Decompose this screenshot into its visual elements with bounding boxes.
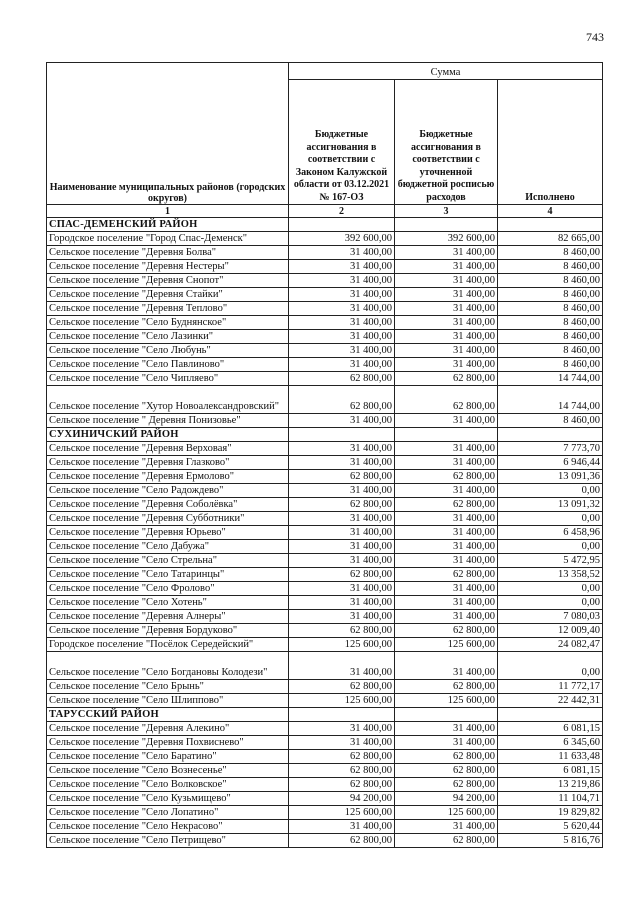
table-row: [47, 442, 603, 456]
table-row: [47, 372, 603, 386]
executed-cell: 6 081,15: [498, 722, 603, 736]
refined-allocation-cell: 31 400,00: [395, 820, 498, 834]
executed-cell: 6 946,44: [498, 456, 603, 470]
law-allocation-cell: 62 800,00: [289, 680, 395, 694]
law-allocation-cell: 31 400,00: [289, 596, 395, 610]
table-row: [47, 512, 603, 526]
law-allocation-cell: 31 400,00: [289, 820, 395, 834]
law-allocation-cell: 125 600,00: [289, 694, 395, 708]
executed-cell: 5 472,95: [498, 554, 603, 568]
executed-cell: 14 744,00: [498, 372, 603, 386]
refined-allocation-cell: 31 400,00: [395, 358, 498, 372]
settlement-name-cell: Сельское поселение "Село Волковское": [47, 778, 289, 792]
settlement-name-cell: Сельское поселение "Деревня Бордуково": [47, 624, 289, 638]
law-allocation-cell: 31 400,00: [289, 736, 395, 750]
law-allocation-cell: 31 400,00: [289, 302, 395, 316]
law-allocation-cell: 31 400,00: [289, 610, 395, 624]
refined-allocation-cell: 31 400,00: [395, 456, 498, 470]
section-empty-cell: [498, 708, 603, 722]
law-allocation-cell: 31 400,00: [289, 260, 395, 274]
table-row: [47, 652, 603, 680]
table-row: [47, 330, 603, 344]
executed-cell: 8 460,00: [498, 330, 603, 344]
table-body: [47, 218, 603, 848]
refined-allocation-cell: 31 400,00: [395, 330, 498, 344]
section-empty-cell: [395, 218, 498, 232]
settlement-name-cell: Сельское поселение "Село Татаринцы": [47, 568, 289, 582]
table-row: [47, 582, 603, 596]
settlement-name-cell: Сельское поселение "Село Богдановы Колодези": [47, 652, 289, 680]
section-header-row: [47, 708, 603, 722]
executed-cell: 24 082,47: [498, 638, 603, 652]
settlement-name-cell: Сельское поселение "Деревня Болва": [47, 246, 289, 260]
refined-allocation-cell: 62 800,00: [395, 372, 498, 386]
settlement-name-cell: Сельское поселение "Село Хотень": [47, 596, 289, 610]
section-empty-cell: [498, 218, 603, 232]
settlement-name-cell: Городское поселение "Город Спас-Деменск": [47, 232, 289, 246]
refined-allocation-cell: 392 600,00: [395, 232, 498, 246]
settlement-name-cell: Сельское поселение "Деревня Верховая": [47, 442, 289, 456]
refined-allocation-cell: 31 400,00: [395, 344, 498, 358]
settlement-name-cell: Сельское поселение "Село Дабужа": [47, 540, 289, 554]
settlement-name-cell: Сельское поселение "Село Лазинки": [47, 330, 289, 344]
table-row: [47, 288, 603, 302]
table-row: [47, 358, 603, 372]
settlement-name-cell: Сельское поселение "Деревня Нестеры": [47, 260, 289, 274]
table-row: [47, 750, 603, 764]
refined-allocation-cell: 31 400,00: [395, 540, 498, 554]
header-sum: Сумма: [289, 63, 603, 80]
executed-cell: 22 442,31: [498, 694, 603, 708]
law-allocation-cell: 62 800,00: [289, 498, 395, 512]
refined-allocation-cell: 31 400,00: [395, 246, 498, 260]
settlement-name-cell: Сельское поселение "Хутор Новоалександровский": [47, 386, 289, 414]
table-row: [47, 694, 603, 708]
table-row: [47, 624, 603, 638]
table-row: [47, 386, 603, 414]
table-row: [47, 638, 603, 652]
table-row: [47, 344, 603, 358]
table-row: [47, 470, 603, 484]
refined-allocation-cell: 31 400,00: [395, 260, 498, 274]
law-allocation-cell: 31 400,00: [289, 358, 395, 372]
refined-allocation-cell: 31 400,00: [395, 610, 498, 624]
law-allocation-cell: 62 800,00: [289, 372, 395, 386]
law-allocation-cell: 31 400,00: [289, 344, 395, 358]
executed-cell: 0,00: [498, 582, 603, 596]
table-row: [47, 232, 603, 246]
refined-allocation-cell: 62 800,00: [395, 568, 498, 582]
refined-allocation-cell: 94 200,00: [395, 792, 498, 806]
law-allocation-cell: 31 400,00: [289, 442, 395, 456]
executed-cell: 6 345,60: [498, 736, 603, 750]
law-allocation-cell: 62 800,00: [289, 834, 395, 848]
settlement-name-cell: Сельское поселение "Село Петрищево": [47, 834, 289, 848]
settlement-name-cell: Сельское поселение "Деревня Субботники": [47, 512, 289, 526]
table-row: [47, 414, 603, 428]
settlement-name-cell: Сельское поселение "Деревня Алекино": [47, 722, 289, 736]
settlement-name-cell: Сельское поселение "Деревня Стайки": [47, 288, 289, 302]
settlement-name-cell: Сельское поселение "Деревня Глазково": [47, 456, 289, 470]
settlement-name-cell: Сельское поселение "Село Лопатино": [47, 806, 289, 820]
table-row: [47, 456, 603, 470]
executed-cell: 6 458,96: [498, 526, 603, 540]
refined-allocation-cell: 62 800,00: [395, 778, 498, 792]
executed-cell: 13 091,32: [498, 498, 603, 512]
law-allocation-cell: 125 600,00: [289, 638, 395, 652]
column-number: 3: [395, 205, 498, 218]
executed-cell: 8 460,00: [498, 316, 603, 330]
law-allocation-cell: 31 400,00: [289, 582, 395, 596]
refined-allocation-cell: 62 800,00: [395, 680, 498, 694]
refined-allocation-cell: 31 400,00: [395, 554, 498, 568]
law-allocation-cell: 62 800,00: [289, 568, 395, 582]
settlement-name-cell: Сельское поселение "Деревня Ермолово": [47, 470, 289, 484]
executed-cell: 11 104,71: [498, 792, 603, 806]
executed-cell: 8 460,00: [498, 246, 603, 260]
column-number: 2: [289, 205, 395, 218]
table-row: [47, 820, 603, 834]
executed-cell: 13 358,52: [498, 568, 603, 582]
table-row: [47, 526, 603, 540]
executed-cell: 0,00: [498, 484, 603, 498]
executed-cell: 8 460,00: [498, 302, 603, 316]
table-row: [47, 792, 603, 806]
refined-allocation-cell: 31 400,00: [395, 652, 498, 680]
refined-allocation-cell: 125 600,00: [395, 806, 498, 820]
settlement-name-cell: Сельское поселение "Село Стрельна": [47, 554, 289, 568]
table-header: [47, 63, 603, 218]
table-row: [47, 540, 603, 554]
law-allocation-cell: 31 400,00: [289, 316, 395, 330]
executed-cell: 13 219,86: [498, 778, 603, 792]
law-allocation-cell: 62 800,00: [289, 386, 395, 414]
settlement-name-cell: Сельское поселение "Село Кузьмищево": [47, 792, 289, 806]
settlement-name-cell: Сельское поселение "Село Буднянское": [47, 316, 289, 330]
law-allocation-cell: 31 400,00: [289, 246, 395, 260]
section-empty-cell: [289, 218, 395, 232]
law-allocation-cell: 31 400,00: [289, 288, 395, 302]
executed-cell: 0,00: [498, 596, 603, 610]
law-allocation-cell: 62 800,00: [289, 624, 395, 638]
section-header-row: [47, 428, 603, 442]
table-row: [47, 834, 603, 848]
executed-cell: 12 009,40: [498, 624, 603, 638]
refined-allocation-cell: 62 800,00: [395, 624, 498, 638]
settlement-name-cell: Сельское поселение "Село Вознесенье": [47, 764, 289, 778]
settlement-name-cell: Сельское поселение "Село Брынь": [47, 680, 289, 694]
executed-cell: 6 081,15: [498, 764, 603, 778]
settlement-name-cell: Сельское поселение "Село Баратино": [47, 750, 289, 764]
executed-cell: 5 816,76: [498, 834, 603, 848]
law-allocation-cell: 62 800,00: [289, 778, 395, 792]
settlement-name-cell: Сельское поселение "Село Павлиново": [47, 358, 289, 372]
refined-allocation-cell: 62 800,00: [395, 386, 498, 414]
refined-allocation-cell: 31 400,00: [395, 288, 498, 302]
table-row: [47, 274, 603, 288]
header-col-4: Исполнено: [498, 80, 603, 205]
law-allocation-cell: 62 800,00: [289, 764, 395, 778]
law-allocation-cell: 31 400,00: [289, 722, 395, 736]
settlement-name-cell: Сельское поселение " Деревня Понизовье": [47, 414, 289, 428]
settlement-name-cell: Сельское поселение "Село Чипляево": [47, 372, 289, 386]
header-name: Наименование муниципальных районов (городских округов): [47, 63, 289, 205]
table-row: [47, 778, 603, 792]
law-allocation-cell: 31 400,00: [289, 554, 395, 568]
executed-cell: 7 080,03: [498, 610, 603, 624]
executed-cell: 8 460,00: [498, 344, 603, 358]
executed-cell: 5 620,44: [498, 820, 603, 834]
table-row: [47, 722, 603, 736]
section-empty-cell: [395, 428, 498, 442]
refined-allocation-cell: 62 800,00: [395, 764, 498, 778]
law-allocation-cell: 31 400,00: [289, 652, 395, 680]
executed-cell: 11 633,48: [498, 750, 603, 764]
executed-cell: 0,00: [498, 652, 603, 680]
table-row: [47, 764, 603, 778]
section-empty-cell: [289, 708, 395, 722]
refined-allocation-cell: 31 400,00: [395, 442, 498, 456]
executed-cell: 8 460,00: [498, 414, 603, 428]
executed-cell: 8 460,00: [498, 358, 603, 372]
law-allocation-cell: 31 400,00: [289, 540, 395, 554]
section-title: СУХИНИЧСКИЙ РАЙОН: [47, 428, 289, 442]
refined-allocation-cell: 62 800,00: [395, 470, 498, 484]
law-allocation-cell: 31 400,00: [289, 414, 395, 428]
law-allocation-cell: 62 800,00: [289, 750, 395, 764]
settlement-name-cell: Сельское поселение "Деревня Снопот": [47, 274, 289, 288]
table-row: [47, 260, 603, 274]
law-allocation-cell: 392 600,00: [289, 232, 395, 246]
executed-cell: 11 772,17: [498, 680, 603, 694]
executed-cell: 8 460,00: [498, 274, 603, 288]
executed-cell: 13 091,36: [498, 470, 603, 484]
refined-allocation-cell: 125 600,00: [395, 694, 498, 708]
law-allocation-cell: 31 400,00: [289, 512, 395, 526]
table-row: [47, 302, 603, 316]
refined-allocation-cell: 31 400,00: [395, 526, 498, 540]
refined-allocation-cell: 125 600,00: [395, 638, 498, 652]
settlement-name-cell: Сельское поселение "Деревня Юрьево": [47, 526, 289, 540]
refined-allocation-cell: 31 400,00: [395, 302, 498, 316]
refined-allocation-cell: 31 400,00: [395, 596, 498, 610]
law-allocation-cell: 62 800,00: [289, 470, 395, 484]
page-number: 743: [586, 30, 604, 44]
refined-allocation-cell: 62 800,00: [395, 834, 498, 848]
table-row: [47, 554, 603, 568]
executed-cell: 82 665,00: [498, 232, 603, 246]
settlement-name-cell: Сельское поселение "Село Некрасово": [47, 820, 289, 834]
section-title: ТАРУССКИЙ РАЙОН: [47, 708, 289, 722]
budget-table: [46, 62, 603, 848]
table-row: [47, 316, 603, 330]
law-allocation-cell: 31 400,00: [289, 484, 395, 498]
law-allocation-cell: 31 400,00: [289, 526, 395, 540]
executed-cell: 14 744,00: [498, 386, 603, 414]
refined-allocation-cell: 31 400,00: [395, 512, 498, 526]
table-row: [47, 806, 603, 820]
section-empty-cell: [498, 428, 603, 442]
refined-allocation-cell: 31 400,00: [395, 722, 498, 736]
refined-allocation-cell: 31 400,00: [395, 582, 498, 596]
executed-cell: 8 460,00: [498, 260, 603, 274]
settlement-name-cell: Сельское поселение "Село Любунь": [47, 344, 289, 358]
section-empty-cell: [289, 428, 395, 442]
refined-allocation-cell: 62 800,00: [395, 750, 498, 764]
law-allocation-cell: 31 400,00: [289, 456, 395, 470]
settlement-name-cell: Сельское поселение "Деревня Похвиснево": [47, 736, 289, 750]
table-row: [47, 484, 603, 498]
settlement-name-cell: Сельское поселение "Село Фролово": [47, 582, 289, 596]
header-col-2: Бюджетные ассигнования в соответствии с Законом Калужской области от 03.12.2021 № 167-ОЗ: [289, 80, 395, 205]
column-number: 4: [498, 205, 603, 218]
executed-cell: 8 460,00: [498, 288, 603, 302]
table-row: [47, 246, 603, 260]
refined-allocation-cell: 31 400,00: [395, 274, 498, 288]
section-title: СПАС-ДЕМЕНСКИЙ РАЙОН: [47, 218, 289, 232]
law-allocation-cell: 125 600,00: [289, 806, 395, 820]
law-allocation-cell: 94 200,00: [289, 792, 395, 806]
executed-cell: 0,00: [498, 540, 603, 554]
table-row: [47, 568, 603, 582]
table-row: [47, 610, 603, 624]
table-row: [47, 498, 603, 512]
refined-allocation-cell: 31 400,00: [395, 316, 498, 330]
refined-allocation-cell: 31 400,00: [395, 484, 498, 498]
settlement-name-cell: Городское поселение "Посёлок Середейский": [47, 638, 289, 652]
table-row: [47, 680, 603, 694]
settlement-name-cell: Сельское поселение "Деревня Алнеры": [47, 610, 289, 624]
settlement-name-cell: Сельское поселение "Село Радождево": [47, 484, 289, 498]
executed-cell: 7 773,70: [498, 442, 603, 456]
header-col-3: Бюджетные ассигнования в соответствии с уточненной бюджетной росписью расходов: [395, 80, 498, 205]
executed-cell: 0,00: [498, 512, 603, 526]
settlement-name-cell: Сельское поселение "Деревня Теплово": [47, 302, 289, 316]
table-row: [47, 596, 603, 610]
executed-cell: 19 829,82: [498, 806, 603, 820]
settlement-name-cell: Сельское поселение "Село Шлиппово": [47, 694, 289, 708]
column-number: 1: [47, 205, 289, 218]
settlement-name-cell: Сельское поселение "Деревня Соболёвка": [47, 498, 289, 512]
section-empty-cell: [395, 708, 498, 722]
law-allocation-cell: 31 400,00: [289, 330, 395, 344]
table-row: [47, 736, 603, 750]
refined-allocation-cell: 31 400,00: [395, 414, 498, 428]
refined-allocation-cell: 31 400,00: [395, 736, 498, 750]
section-header-row: [47, 218, 603, 232]
law-allocation-cell: 31 400,00: [289, 274, 395, 288]
refined-allocation-cell: 62 800,00: [395, 498, 498, 512]
